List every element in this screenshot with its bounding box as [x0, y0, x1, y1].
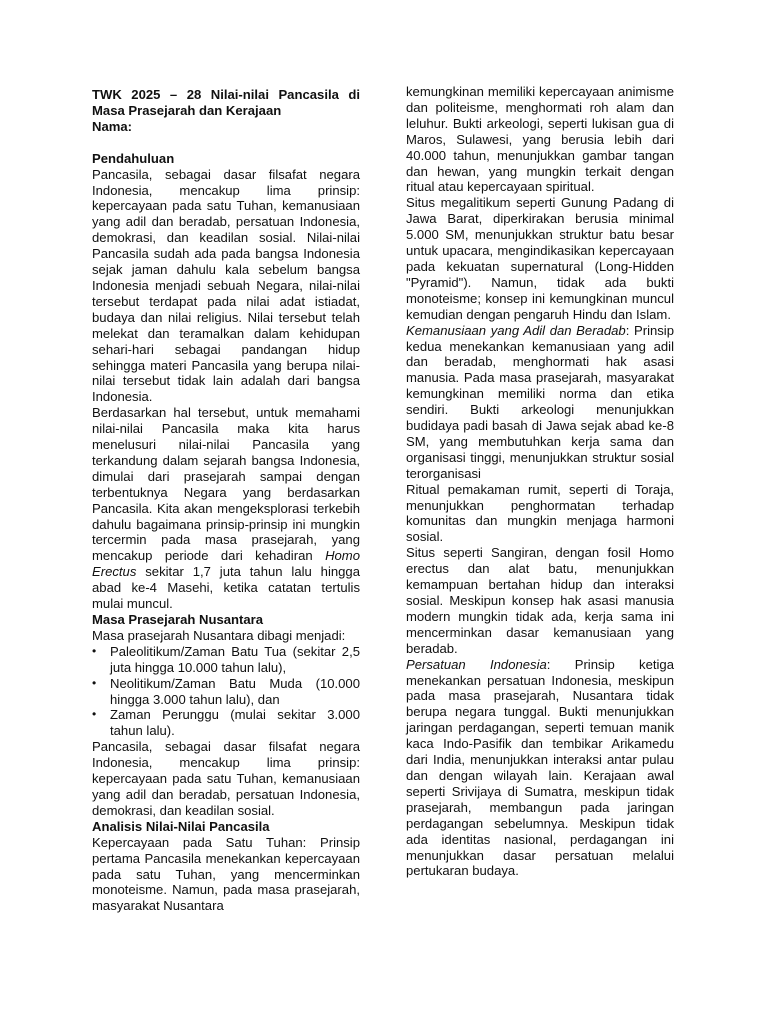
list-item: • Zaman Perunggu (mulai sekitar 3.000 tahun lalu). [92, 707, 360, 739]
list-item: • Neolitikum/Zaman Batu Muda (10.000 hingga 3.000 tahun lalu), dan [92, 675, 360, 707]
list-item: • Paleolitikum/Zaman Batu Tua (sekitar 2,5 juta hingga 10.000 tahun lalu), [92, 643, 360, 675]
prehistory-lead: Masa prasejarah Nusantara dibagi menjadi: [92, 627, 346, 643]
analysis-paragraph-1-part: Kepercayaan pada Satu Tuhan: Prinsip pertama Pancasila menekankan kepercayaan pada satu Tuhan, yang mencerminkan monoteisme. Namun, pada masa prasejarah, masyarakat Nusantara [92, 834, 360, 914]
right-column [406, 84, 674, 879]
document-title: TWK 2025 – 28 Nilai-nilai Pancasila di Masa Prasejarah dan Kerajaan [92, 87, 360, 118]
analysis-paragraph-5: Situs seperti Sangiran, dengan fosil Homo erectus dan alat batu, menunjukkan kemampuan bertahan hidup dan interaksi sosial. Meskipun konsep hak asasi manusia modern mungkin tidak ada, kerja sama ini mencerminkan dasar kemanusiaan yang beradab. [406, 545, 674, 656]
prehistory-heading: Masa Prasejarah Nusantara [92, 612, 264, 627]
intro-paragraph-2: Berdasarkan hal tersebut, untuk memahami nilai-nilai Pancasila maka kita harus menelusuri nilai-nilai Pancasila yang terkandung dalam sejarah bangsa Indonesia, dimulai dari prasejarah sampai dengan terbentuknya Negara yang berdasarkan Pancasila. Kita akan mengeksplorasi terkebih dahulu bagaimana prinsip-prinsip ini mungkin tercermin pada masa prasejarah, yang mencakup periode dari kehadiran Homo Erectus sekitar 1,7 juta tahun lalu hingga abad ke-4 Masehi, ketika catatan tertulis mulai muncul. [92, 405, 360, 612]
analysis-paragraph-1-continued: kemungkinan memiliki kepercayaan animisme dan politeisme, menghormati roh alam dan leluhur. Bukti arkeologi, seperti lukisan gua di Maros, Sulawesi, yang berusia lebih dari 40.000 tahun, menunjukkan gambar tangan dan hewan, yang mungkin terkait dengan ritual atau kepercayaan spiritual. [406, 84, 674, 195]
period-list [92, 644, 360, 739]
analysis-paragraph-4: Ritual pemakaman rumit, seperti di Toraja, menunjukkan penghormatan terhadap komunitas dan mungkin menjaga harmoni sosial. [406, 481, 674, 545]
prehistory-paragraph: Pancasila, sebagai dasar filsafat negara Indonesia, mencakup lima prinsip: kepercayaan pada satu Tuhan, kemanusiaan yang adil dan beradab, persatuan Indonesia, demokrasi, dan keadilan sosial. [92, 739, 360, 818]
intro-heading: Pendahuluan [92, 150, 175, 166]
intro-paragraph-1: Pancasila, sebagai dasar filsafat negara Indonesia, mencakup lima prinsip: kepercayaan pada satu Tuhan, kemanusiaan yang adil dan beradab, persatuan Indonesia, demokrasi, dan keadilan sosial. Nilai-nilai Pancasila sudah ada pada bangsa Indonesia sejak jaman dahulu kala sebelum bangsa Indonesia menjadi sebuah Negara, nilai-nilai tersebut terdapat pada nilai adat istiadat, budaya dan nilai religius. Nilai tersebut telah melekat dan teramalkan dalam kehidupan sehari-hari sebagai pandangan hidup sehingga materi Pancasila yang berupa nilai-nilai tersebut tidak lain adalah dari bangsa Indonesia. [92, 166, 360, 405]
analysis-paragraph-3: Kemanusiaan yang Adil dan Beradab: Prinsip kedua menekankan kemanusiaan yang adil dan beradab, menghormati hak asasi manusia. Pada masa prasejarah, masyarakat kemungkinan memiliki norma dan etika sendiri. Bukti arkeologi menunjukkan budidaya padi basah di Jawa sejak abad ke-8 SM, yang membutuhkan kerja sama dan organisasi tinggi, menunjukkan struktur sosial terorganisasi [406, 322, 674, 481]
left-column [92, 87, 360, 914]
analysis-paragraph-6: Persatuan Indonesia: Prinsip ketiga menekankan persatuan Indonesia, meskipun pada masa prasejarah, Nusantara tidak berupa negara tunggal. Bukti menunjukkan jaringan perdagangan, seperti temuan manik kaca Indo-Pasifik dan tembikar Arikamedu dari India, menunjukkan interaksi antar pulau dan dengan wilayah lain. Kerajaan awal seperti Srivijaya di Sumatra, meskipun tidak prasejarah, membangun pada jaringan perdagangan sebelumnya. Meskipun tidak ada identitas nasional, perdagangan ini menunjukkan dasar persatuan melalui pertukaran budaya. [406, 656, 674, 879]
analysis-paragraph-2: Situs megalitikum seperti Gunung Padang di Jawa Barat, diperkirakan berusia minimal 5.000 SM, menunjukkan struktur batu besar untuk upacara, mengindikasikan kepercayaan pada kekuatan supernatural (Long-Hidden "Pyramid"). Namun, tidak ada bukti monoteisme; konsep ini kemungkinan muncul kemudian dengan pengaruh Hindu dan Islam. [406, 195, 674, 322]
analysis-heading: Analisis Nilai-Nilai Pancasila [92, 818, 270, 834]
name-label: Nama: [92, 118, 133, 134]
